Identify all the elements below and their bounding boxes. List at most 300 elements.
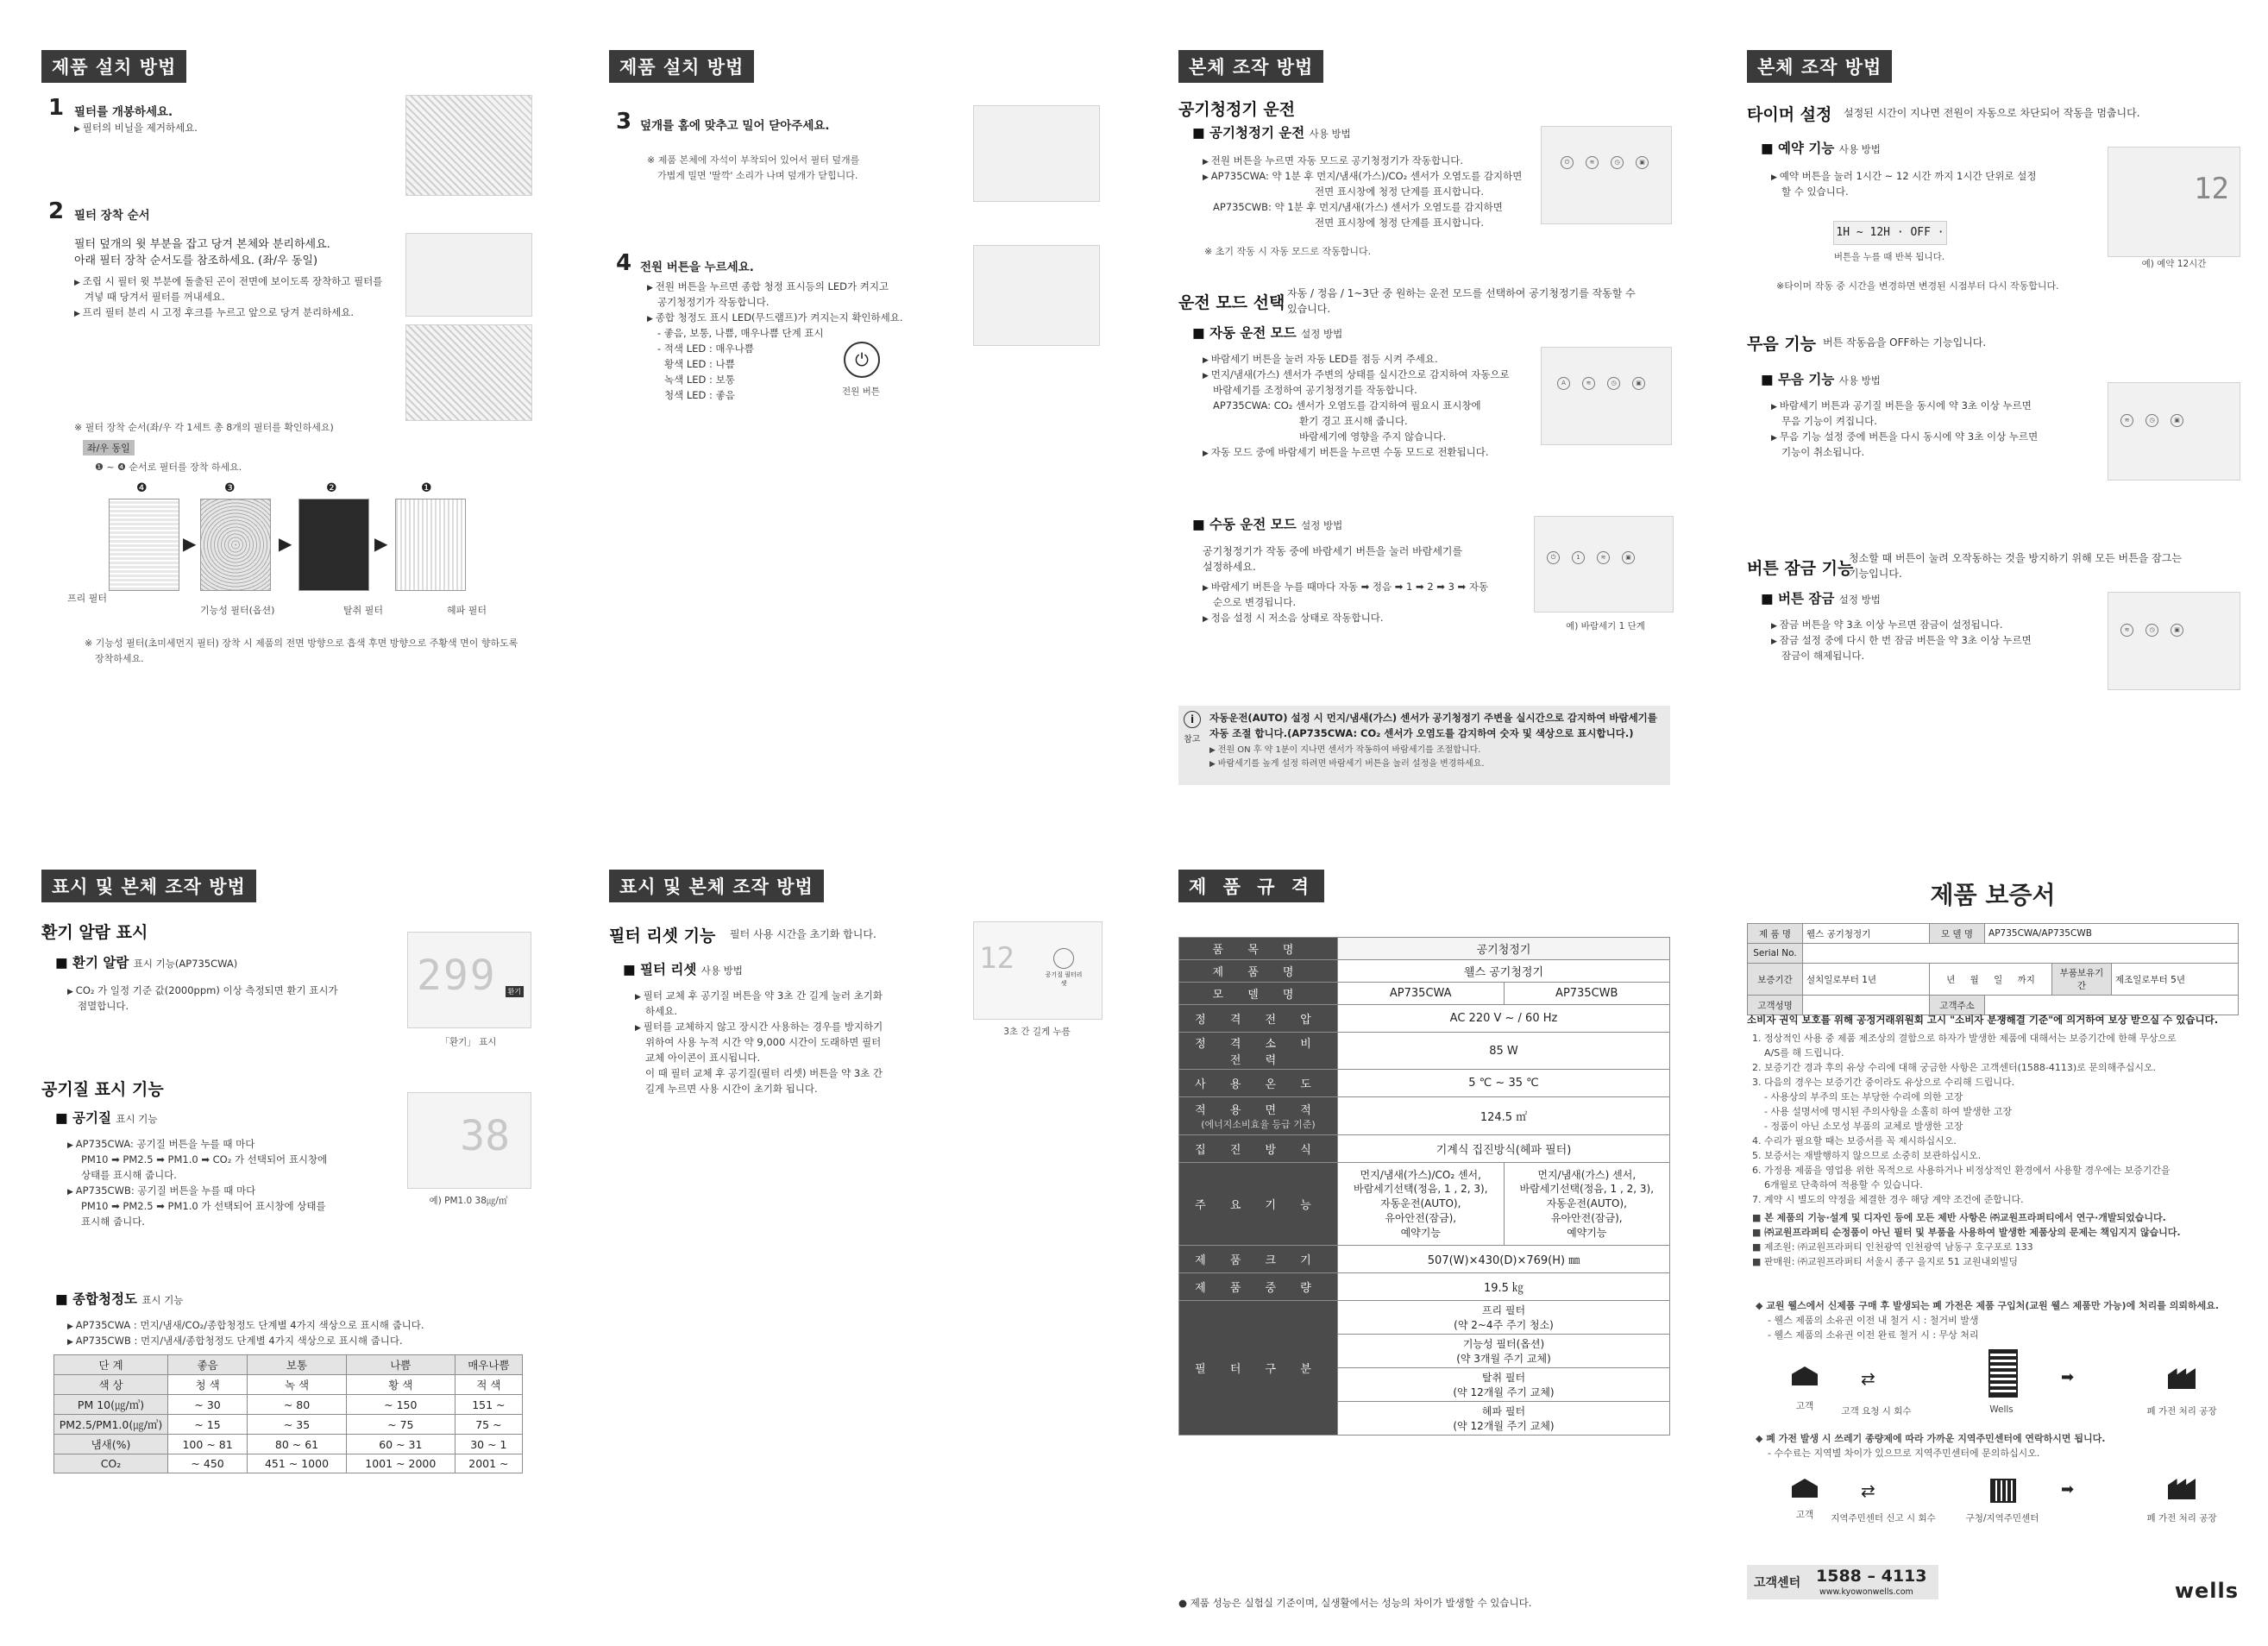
- arrow-icon: ➡: [2061, 1480, 2075, 1498]
- spec-value: AC 220 V ~ / 60 Hz: [1338, 1005, 1670, 1033]
- warranty-item: 7. 계약 시 별도의 약정을 체결한 경우 해당 계약 조건에 준합니다.: [1752, 1194, 2024, 1205]
- flow-label: Wells: [1989, 1404, 2014, 1415]
- mute-panel-figure: [2108, 382, 2240, 481]
- section-desc: 자동 / 정음 / 1~3단 중 원하는 운전 모드를 선택하여 공기청정기를 작동할 수: [1287, 287, 1636, 299]
- reference-line: 자동운전(AUTO) 설정 시 먼지/냄새(가스) 센서가 공기청정기 주변을 실시간으로 감지하여 바람세기를: [1209, 712, 1657, 724]
- bullet: AP735CWA: CO₂ 센서가 오염도를 감지하여 필요시 표시창에: [1213, 399, 1481, 412]
- table-row: [1179, 1135, 1670, 1163]
- step-desc: 아래 필터 장착 순서도를 참조하세요. (좌/우 동일): [74, 254, 318, 267]
- bullet-cont: 바람세기에 영향을 주지 않습니다.: [1299, 430, 1447, 443]
- table-cell: 제 품 명: [1748, 924, 1803, 944]
- section-header: 표시 및 본체 조작 방법: [41, 870, 256, 902]
- sub-title: ■ 공기청정기 운전 사용 방법: [1192, 125, 1351, 141]
- sub-title: ■ 공기질 표시 기능: [55, 1110, 158, 1126]
- reference-line: 자동 조절 합니다.(AP735CWA: CO₂ 센서가 오염도를 감지하여 숫자 및 색상으로 표시합니다.): [1209, 727, 1634, 739]
- section-desc: 설정된 시간이 지나면 전원이 자동으로 차단되어 작동을 멈춥니다.: [1844, 107, 2140, 119]
- disposal-info: ◆ 교원 웰스에서 신제품 구매 후 발생되는 폐 가전은 제품 구입처(교원 웰스 제품만 가능)에 처리를 의뢰하세요.: [1756, 1300, 2220, 1311]
- cover-close-figure: [973, 105, 1100, 202]
- spec-label: 필 터 구 분: [1179, 1301, 1338, 1436]
- table-cell: ~ 450: [168, 1454, 248, 1473]
- section-desc-cont: 있습니다.: [1287, 303, 1331, 315]
- building-icon: [1988, 1349, 2018, 1398]
- bullet-cont: 무음 기능이 켜집니다.: [1781, 415, 1877, 427]
- spec-value: 공기청정기: [1338, 938, 1670, 960]
- arrow-icon: ➡: [2061, 1368, 2075, 1386]
- table-header-cell: 단 계: [54, 1355, 168, 1375]
- bullet-cont: 위하여 사용 누적 시간 약 9,000 시간이 도래하면 필터: [645, 1036, 882, 1048]
- functional-filter-image: [200, 499, 271, 591]
- table-row: [1179, 1246, 1670, 1273]
- bullet: ▶ AP735CWA: 공기질 버튼을 누를 때 마다: [67, 1137, 254, 1153]
- table-cell: CO₂: [54, 1454, 168, 1473]
- table-cell: 청 색: [168, 1375, 248, 1395]
- warranty-info: ■ 본 제품의 기능·설계 및 디자인 등에 모든 제반 사항은 ㈜교원프라퍼티에서 연구·개발되었습니다.: [1752, 1212, 2166, 1223]
- warranty-table: [1747, 923, 2239, 1015]
- functional-filter-note: ※ 기능성 필터(초미세먼지 필터) 장착 시 제품의 전면 방향으로 흡색 후면 방향으로 주황색 면이 향하도록: [85, 638, 518, 649]
- timer-note: ※타이머 작동 중 시간을 변경하면 변경된 시점부터 다시 작동합니다.: [1776, 280, 2059, 292]
- table-header-cell: 보통: [248, 1355, 347, 1375]
- exchange-arrows-icon: ⇄: [1861, 1368, 1875, 1389]
- table-cell: 설치일로부터 1년: [1803, 964, 1930, 996]
- spec-label: 사 용 온 도: [1179, 1070, 1338, 1097]
- sub-title: ■ 자동 운전 모드 설정 방법: [1192, 325, 1343, 341]
- spec-value: 헤파 필터 (약 12개월 주기 교체): [1338, 1402, 1670, 1436]
- spec-value: 기능성 필터(옵션) (약 3개월 주기 교체): [1338, 1335, 1670, 1368]
- flow-label: 구청/지역주민센터: [1965, 1513, 2039, 1523]
- bullet: ▶ AP735CWA: 약 1분 후 먼지/냄새(가스)/CO₂ 센서가 오염도를 감지하면: [1203, 169, 1522, 185]
- spec-value: 먼지/냄새(가스) 센서, 바람세기선택(정음, 1 , 2, 3), 자동운전(AUTO), 유아안전(잠금), 예약기능: [1504, 1163, 1670, 1246]
- table-row: [54, 1395, 523, 1415]
- bullet-cont: 잠금이 해제됩니다.: [1781, 650, 1865, 662]
- bullet-cont: PM10 ➡ PM2.5 ➡ PM1.0 ➡ CO₂ 가 선택되어 표시창에: [81, 1153, 328, 1165]
- table-cell: 30 ~ 1: [455, 1435, 522, 1454]
- table-cell: [1803, 944, 2239, 964]
- panel-display-1: [41, 870, 559, 1646]
- disposal-info: ◆ 폐 가전 발생 시 쓰레기 종량제에 따라 가까운 지역주민센터에 연락하시면 됩니다.: [1756, 1433, 2106, 1444]
- step-title: 전원 버튼을 누르세요.: [640, 261, 754, 274]
- control-buttons: ≋ ◷ ▣: [2120, 409, 2196, 427]
- spec-label: 주 요 기 능: [1179, 1163, 1338, 1246]
- warranty-item: 5. 보증서는 재발행하지 않으므로 소중히 보관하십시오.: [1752, 1150, 1982, 1161]
- control-buttons: ⏻ ≋ ◷ ▣: [1561, 151, 1661, 169]
- disposal-info: - 수수료는 지역별 차이가 있으므로 지역주민센터에 문의하십시오.: [1768, 1448, 2040, 1459]
- table-cell: ~ 35: [248, 1415, 347, 1435]
- step-desc: 필터 덮개의 윗 부분을 잡고 당겨 본체와 분리하세요.: [74, 238, 330, 251]
- table-cell: 황 색: [346, 1375, 455, 1395]
- table-header-row: [54, 1355, 523, 1375]
- control-buttons: ≋ ◷ ▣: [2120, 619, 2196, 637]
- table-cell: 고객주소: [1930, 996, 1985, 1015]
- led-list-item: - 적색 LED : 매우나쁨: [657, 342, 754, 355]
- panel-warranty: [1747, 870, 2265, 1646]
- led-list-item: - 좋음, 보통, 나쁨, 매우나쁨 단계 표시: [657, 327, 824, 339]
- power-caption: 전원 버튼: [842, 386, 880, 397]
- office-icon: [1990, 1479, 2016, 1503]
- label-pre-filter: 프리 필터: [67, 593, 108, 604]
- order-num-3: ❸: [224, 481, 236, 495]
- warranty-item: 6개월로 단축하여 적용할 수 있습니다.: [1764, 1179, 1923, 1191]
- bullet: ▶ 전원 버튼을 누르면 자동 모드로 공기청정기가 작동합니다.: [1203, 154, 1463, 169]
- bullet-cont: 할 수 있습니다.: [1781, 185, 1849, 198]
- table-cell: 웰스 공기청정기: [1803, 924, 1930, 944]
- label-functional-filter: 기능성 필터(옵션): [200, 605, 275, 616]
- bullet-cont: 표시해 줍니다.: [81, 1216, 145, 1228]
- vent-badge: 환기: [506, 986, 524, 997]
- bullet: ▶ 바람세기 버튼을 누를 때마다 자동 ➡ 정음 ➡ 1 ➡ 2 ➡ 3 ➡ 자동: [1203, 580, 1488, 595]
- customer-center-box: [1747, 1565, 1938, 1599]
- section-header: 제품 설치 방법: [41, 50, 186, 83]
- section-title: 무음 기능: [1747, 335, 1817, 354]
- order-num-1: ❶: [421, 481, 432, 495]
- section-title: 공기청정기 운전: [1178, 100, 1296, 119]
- bullet-cont: 점멸합니다.: [78, 1000, 129, 1012]
- table-cell: 1001 ~ 2000: [346, 1454, 455, 1473]
- table-row: [1748, 924, 2239, 944]
- table-header-cell: 좋음: [168, 1355, 248, 1375]
- spec-value: 85 W: [1338, 1033, 1670, 1070]
- reference-box: [1178, 706, 1670, 785]
- table-cell: 151 ~: [455, 1395, 522, 1415]
- bullet: ▶ 바람세기 버튼을 눌러 자동 LED를 점등 시켜 주세요.: [1203, 352, 1438, 368]
- hepa-filter-image: [395, 499, 466, 591]
- table-cell: ~ 80: [248, 1395, 347, 1415]
- cs-number: 1588 – 4113: [1816, 1567, 1927, 1586]
- section-header: 본체 조작 방법: [1747, 50, 1892, 83]
- arrow-icon: ▶: [374, 533, 388, 554]
- bullet-cont: 하세요.: [645, 1005, 677, 1017]
- reference-line: ▶ 전원 ON 후 약 1분이 지나면 센서가 작동하여 바람세기를 조절합니다.: [1209, 744, 1480, 757]
- section-desc: 버튼 작동음을 OFF하는 기능입니다.: [1823, 336, 1987, 349]
- flow-label: 고객: [1795, 1510, 1814, 1520]
- warranty-item: - 사용상의 부주의 또는 부당한 수리에 의한 고장: [1764, 1091, 1963, 1103]
- warranty-item: 6. 가정용 제품을 영업용 위한 목적으로 사용하거나 비정상적인 환경에서 사용할 경우에는 보증기간을: [1752, 1165, 2171, 1176]
- section-title: 버튼 잠금 기능: [1747, 559, 1854, 578]
- disposal-info: - 웰스 제품의 소유권 이전 완료 철거 시 : 무상 처리: [1768, 1329, 1979, 1341]
- section-desc: 필터 사용 시간을 초기화 합니다.: [730, 928, 876, 940]
- figure-caption: 3초 간 길게 누름: [1003, 1027, 1071, 1037]
- warranty-info: ■ 판매원: ㈜교원프라퍼티 서울시 종구 을지로 51 교원내외빌딩: [1752, 1256, 2018, 1267]
- panel-install-2: [609, 50, 1127, 826]
- spec-label: 집 진 방 식: [1179, 1135, 1338, 1163]
- bullet: ▶ 먼지/냄새(가스) 센서가 주변의 상태를 실시간으로 감지하여 자동으로: [1203, 368, 1510, 383]
- section-header: 표시 및 본체 조작 방법: [609, 870, 824, 902]
- reference-line: ▶ 바람세기를 높게 설정 하려면 바람세기 버튼을 눌러 설정을 변경하세요.: [1209, 757, 1485, 771]
- house-icon: [1792, 1479, 1818, 1498]
- section-desc-cont: 기능입니다.: [1849, 568, 1902, 580]
- bullet: ▶ 잠금 설정 중에 다시 한 번 잠금 버튼을 약 3초 이상 누르면: [1771, 633, 2032, 649]
- table-cell: 년 월 일 까지: [1930, 964, 2052, 996]
- desc: 공기청정기가 작동 중에 바람세기 버튼을 눌러 바람세기를: [1203, 545, 1463, 557]
- table-cell: ~ 30: [168, 1395, 248, 1415]
- flow-label: 폐 가전 처리 공장: [2146, 1406, 2217, 1417]
- spec-value: AP735CWB: [1504, 983, 1670, 1005]
- warranty-item: 2. 보증기간 경과 후의 유상 수리에 대해 궁금한 사항은 고객센터(1588-4113)로 문의해주십시오.: [1752, 1062, 2157, 1073]
- step-bullet: ▶ 프리 필터 분리 시 고정 후크를 누르고 앞으로 당겨 분리하세요.: [74, 305, 354, 321]
- sub-title: ■ 종합청정도 표시 기능: [55, 1291, 184, 1307]
- table-cell: 75 ~: [455, 1415, 522, 1435]
- table-cell: 고객성명: [1748, 996, 1803, 1015]
- step-note-cont: 가볍게 밀면 '딸깍' 소리가 나며 덮개가 닫힙니다.: [657, 170, 858, 181]
- cs-url: www.kyowonwells.com: [1819, 1587, 1913, 1597]
- table-cell: 색 상: [54, 1375, 168, 1395]
- bullet: ▶ 필터를 교체하지 않고 장시간 사용하는 경우를 방지하기: [635, 1020, 883, 1035]
- power-press-figure: [973, 245, 1100, 346]
- bullet: ▶ AP735CWB : 먼지/냄새/종합청정도 단계별 4가지 색상으로 표시해 줍니다.: [67, 1334, 403, 1349]
- sub-title: ■ 무음 기능 사용 방법: [1761, 372, 1881, 387]
- desc-cont: 설정하세요.: [1203, 561, 1256, 573]
- bullet: ▶ 정음 설정 시 저소음 상태로 작동합니다.: [1203, 611, 1383, 626]
- table-cell: PM2.5/PM1.0(㎍/㎥): [54, 1415, 168, 1435]
- led-list-item: 황색 LED : 나쁨: [664, 358, 735, 370]
- step-number: 4: [616, 250, 632, 276]
- control-buttons: A ≋ ◷ ▣: [1557, 372, 1657, 390]
- spec-label: 제 품 크 기: [1179, 1246, 1338, 1273]
- label-deodorizing-filter: 탈취 필터: [343, 605, 384, 616]
- bullet: ▶ 필터 교체 후 공기질 버튼을 약 3초 간 길게 눌러 초기화: [635, 989, 883, 1004]
- pm-lcd-value: 38: [460, 1112, 510, 1160]
- table-cell: AP735CWA/AP735CWB: [1985, 924, 2239, 944]
- panel-install-1: [41, 50, 559, 826]
- step-number: 3: [616, 109, 632, 135]
- air-quality-table: [53, 1354, 523, 1473]
- wells-logo: wells: [2174, 1579, 2239, 1603]
- warranty-item: - 정품이 아닌 소모성 부품의 교체로 발생한 고장: [1764, 1121, 1963, 1132]
- step-title: 필터를 개봉하세요.: [74, 105, 173, 119]
- pm-lcd-figure: [407, 1092, 531, 1189]
- step-bullet: ▶ 필터의 비닐을 제거하세요.: [74, 121, 198, 136]
- reset-lcd-value: 12: [979, 941, 1015, 976]
- flow-label: 폐 가전 처리 공장: [2146, 1513, 2217, 1523]
- table-row: [54, 1454, 523, 1473]
- step-number: 2: [48, 198, 65, 224]
- warranty-lead: 소비자 권익 보호를 위해 공정거래위원회 고시 "소비자 분쟁해결 기준"에 의거하여 보상 받으실 수 있습니다.: [1747, 1014, 2219, 1026]
- warranty-title: 제품 보증서: [1930, 881, 2056, 909]
- section-header: 제품 설치 방법: [609, 50, 754, 83]
- filter-order-text: ❶ ~ ❹ 순서로 필터를 장착 하세요.: [95, 462, 242, 473]
- bullet: ▶ 잠금 버튼을 약 3초 이상 누르면 잠금이 설정됩니다.: [1771, 618, 2003, 633]
- auto-mode-figure: [1541, 347, 1672, 445]
- timer-sequence: 1H ~ 12H · OFF ·: [1833, 221, 1947, 245]
- power-icon: ⏻: [844, 342, 880, 378]
- flow-label: 고객 요청 시 회수: [1841, 1406, 1912, 1417]
- spec-label: 제 품 중 량: [1179, 1273, 1338, 1301]
- vent-lcd-figure: [407, 932, 531, 1028]
- spec-value: 507(W)×430(D)×769(H) ㎜: [1338, 1246, 1670, 1273]
- table-cell: Serial No.: [1748, 944, 1803, 964]
- table-row: [1179, 1163, 1670, 1246]
- step-bullet-cont: 공기청정기가 작동합니다.: [657, 296, 770, 308]
- cs-label: 고객센터: [1754, 1576, 1801, 1590]
- warranty-item: 4. 수리가 필요할 때는 보증서를 꼭 제시하십시오.: [1752, 1135, 1957, 1147]
- table-cell: 451 ~ 1000: [248, 1454, 347, 1473]
- warranty-item: A/S를 해 드립니다.: [1764, 1047, 1844, 1059]
- factory-icon: [2168, 1368, 2196, 1389]
- spec-value: 기계식 집진방식(헤파 필터): [1338, 1135, 1670, 1163]
- control-buttons: ⏻ 1 ≋ ▣: [1547, 546, 1647, 564]
- filter-unwrap-figure: [405, 95, 532, 196]
- table-cell: 80 ~ 61: [248, 1435, 347, 1454]
- table-row: [54, 1435, 523, 1454]
- flow-label: 고객: [1795, 1401, 1814, 1411]
- panel-spec: [1178, 870, 1696, 1646]
- spec-value: 프리 필터 (약 2~4주 주기 청소): [1338, 1301, 1670, 1335]
- bullet-cont: 이 때 필터 교체 후 공기질(필터 리셋) 버튼을 약 3초 간: [645, 1067, 883, 1079]
- arrow-icon: ▶: [183, 533, 197, 554]
- filter-cover-figure: [405, 233, 532, 317]
- pre-filter-image: [109, 499, 179, 591]
- pm-caption: 예) PM1.0 38㎍/㎥: [429, 1196, 508, 1206]
- section-desc: 청소할 때 버튼이 눌려 오작동하는 것을 방지하기 위해 모든 버튼을 잠그는: [1849, 552, 2182, 564]
- spec-label: 제 품 명: [1179, 960, 1338, 983]
- sub-title: ■ 필터 리셋 사용 방법: [623, 962, 743, 977]
- bullet: ▶ CO₂ 가 일정 기준 값(2000ppm) 이상 측정되면 환기 표시가: [67, 983, 338, 999]
- house-icon: [1792, 1366, 1818, 1385]
- section-header: 제 품 규 격: [1178, 870, 1324, 902]
- panel-operation-1: [1178, 50, 1696, 826]
- bullet: ▶ 바람세기 버튼과 공기질 버튼을 동시에 약 3초 이상 누르면: [1771, 399, 2032, 414]
- label-hepa-filter: 헤파 필터: [447, 605, 487, 616]
- bullet-cont: 전면 표시창에 청정 단계를 표시합니다.: [1315, 217, 1485, 229]
- exchange-arrows-icon: ⇄: [1861, 1480, 1875, 1501]
- disposal-info: - 웰스 제품의 소유권 이전 내 철거 시 : 철거비 발생: [1768, 1315, 1979, 1326]
- table-cell: 제조일로부터 5년: [2111, 964, 2238, 996]
- table-row: [54, 1375, 523, 1395]
- reset-button-label: 공기질 필터리셋: [1045, 971, 1083, 987]
- spec-value: 웰스 공기청정기: [1338, 960, 1670, 983]
- section-header: 본체 조작 방법: [1178, 50, 1323, 83]
- note: ※ 초기 작동 시 자동 모드로 작동합니다.: [1204, 246, 1372, 257]
- table-row: [1179, 1301, 1670, 1335]
- timer-lcd-value: 12: [2194, 172, 2229, 206]
- table-header-cell: 매우나쁨: [455, 1355, 522, 1375]
- step-bullet-cont: 겨넣 때 당겨서 필터를 꺼내세요.: [85, 291, 225, 303]
- arrow-icon: ▶: [279, 533, 292, 554]
- bullet-cont: 바람세기를 조정하여 공기청정기를 작동합니다.: [1213, 384, 1417, 396]
- bullet-cont: 교체 아이콘이 표시됩니다.: [645, 1052, 761, 1064]
- table-row: [1179, 983, 1670, 1005]
- spec-value: 탈취 필터 (약 12개월 주기 교체): [1338, 1368, 1670, 1402]
- factory-icon: [2168, 1479, 2196, 1499]
- reference-label: 참고: [1184, 735, 1201, 744]
- spec-value: 124.5 ㎡: [1338, 1097, 1670, 1135]
- figure-caption: 예) 바람세기 1 단계: [1566, 621, 1645, 631]
- section-title: 타이머 설정: [1747, 105, 1832, 124]
- panel-touch-figure: [1541, 126, 1672, 224]
- table-cell: 2001 ~: [455, 1454, 522, 1473]
- step-title: 필터 장착 순서: [74, 209, 150, 223]
- table-row: [1179, 1070, 1670, 1097]
- bullet-cont: 길게 누르면 사용 시간이 초기화 됩니다.: [645, 1083, 818, 1095]
- flow-label: 지역주민센터 신고 시 회수: [1831, 1513, 1936, 1523]
- bullet: ▶ AP735CWA : 먼지/냄새/CO₂/종합청정도 단계별 4가지 색상으로 표시해 줍니다.: [67, 1318, 424, 1334]
- step-bullet: ▶ 전원 버튼을 누르면 종합 청정 표시등의 LED가 켜지고: [647, 280, 889, 295]
- bullet-cont: 기능이 취소됩니다.: [1781, 446, 1865, 458]
- spec-label: 적 용 면 적 (에너지소비효율 등급 기준): [1179, 1097, 1338, 1135]
- table-cell: PM 10(㎍/㎥): [54, 1395, 168, 1415]
- spec-label: 정 격 전 압: [1179, 1005, 1338, 1033]
- spec-value: AP735CWA: [1338, 983, 1505, 1005]
- bullet: AP735CWB: 약 1분 후 먼지/냄새(가스) 센서가 오염도를 감지하면: [1213, 201, 1503, 213]
- spec-label: 품 목 명: [1179, 938, 1338, 960]
- warranty-item: 3. 다음의 경우는 보증기간 중이라도 유상으로 수리해 드립니다.: [1752, 1077, 2015, 1088]
- sub-title: ■ 환기 알람 표시 기능(AP735CWA): [55, 955, 238, 971]
- filter-order-note: ※ 필터 장착 순서(좌/우 각 1세트 총 8개의 필터를 확인하세요): [74, 422, 334, 433]
- manual-mode-figure: [1534, 516, 1674, 613]
- spec-value: 19.5 ㎏: [1338, 1273, 1670, 1301]
- timer-figure-caption: 예) 예약 12시간: [2141, 259, 2207, 269]
- table-cell: ~ 15: [168, 1415, 248, 1435]
- spec-label: 정 격 소 비 전 력: [1179, 1033, 1338, 1070]
- bullet-cont: 전면 표시창에 청정 단계를 표시합니다.: [1315, 185, 1485, 198]
- warranty-item: 1. 정상적인 사용 중 제품 제조상의 결함으로 하자가 발생한 제품에 대해서는 보증기간에 한해 무상으로: [1752, 1033, 2177, 1044]
- filter-insert-figure: [405, 324, 532, 421]
- step-note: ※ 제품 본체에 자석이 부착되어 있어서 필터 덮개를: [647, 154, 860, 166]
- table-row: [1179, 960, 1670, 983]
- spec-note: ● 제품 성능은 실험실 기준이며, 실생활에서는 성능의 차이가 발생할 수 있습니다.: [1178, 1597, 1532, 1609]
- warranty-info: ■ ㈜교원프라퍼티 순정품이 아닌 필터 및 부품을 사용하여 발생한 제품상의 문제는 책임지지 않습니다.: [1752, 1227, 2181, 1238]
- section-title: 공기질 표시 기능: [41, 1080, 164, 1099]
- order-num-2: ❷: [326, 481, 337, 495]
- warranty-info: ■ 제조원: ㈜교원프라퍼티 인천광역 인천광역 남동구 호구포로 133: [1752, 1241, 2033, 1253]
- step-bullet: ▶ 조립 시 필터 윗 부분에 돌출된 곤이 전면에 보이도록 장착하고 필터를: [74, 274, 382, 290]
- table-cell: 적 색: [455, 1375, 522, 1395]
- bullet-cont: 순으로 변경됩니다.: [1213, 596, 1297, 608]
- table-row: [1748, 944, 2239, 964]
- timer-panel-figure: [2108, 147, 2240, 257]
- table-row: [1179, 1033, 1670, 1070]
- bullet-cont: 상태를 표시해 줍니다.: [81, 1169, 177, 1181]
- reset-button-icon: [1053, 948, 1074, 969]
- table-cell: 부품보유기간: [2051, 964, 2111, 996]
- spec-table: [1178, 937, 1670, 1436]
- info-icon: i: [1184, 711, 1201, 728]
- led-list-item: 녹색 LED : 보통: [664, 374, 735, 386]
- bullet: ▶ 자동 모드 중에 바람세기 버튼을 누르면 수동 모드로 전환됩니다.: [1203, 445, 1489, 461]
- bullet: ▶ 무음 기능 설정 중에 버튼을 다시 동시에 약 3초 이상 누르면: [1771, 430, 2038, 445]
- order-num-4: ❹: [136, 481, 148, 495]
- vent-caption: 「환기」 표시: [440, 1037, 497, 1047]
- table-row: [1179, 1097, 1670, 1135]
- table-cell: 보증기간: [1748, 964, 1803, 996]
- table-row: [1179, 1273, 1670, 1301]
- sub-title: ■ 예약 기능 사용 방법: [1761, 141, 1881, 156]
- bullet: ▶ AP735CWB: 공기질 버튼을 누를 때 마다: [67, 1184, 255, 1199]
- bullet: ▶ 예약 버튼을 눌러 1시간 ~ 12 시간 까지 1시간 단위로 설정: [1771, 169, 2036, 185]
- spec-label: 모 델 명: [1179, 983, 1338, 1005]
- sequence-caption: 버튼을 누를 때 반복 됩니다.: [1833, 252, 1945, 262]
- led-list-item: 청색 LED : 좋음: [664, 389, 735, 401]
- sub-title: ■ 수동 운전 모드 설정 방법: [1192, 517, 1343, 532]
- table-row: [54, 1415, 523, 1435]
- bullet-cont: 환기 경고 표시해 줍니다.: [1299, 415, 1408, 427]
- sub-title: ■ 버튼 잠금 설정 방법: [1761, 591, 1881, 606]
- bullet-cont: PM10 ➡ PM2.5 ➡ PM1.0 가 선택되어 표시창에 상태를: [81, 1200, 326, 1212]
- warranty-item: - 사용 설명서에 명시된 주의사항을 소홀히 하여 발생한 고장: [1764, 1106, 2012, 1117]
- lock-panel-figure: [2108, 592, 2240, 690]
- section-title: 환기 알람 표시: [41, 923, 148, 942]
- step-bullet: ▶ 종합 청정도 표시 LED(무드램프)가 켜지는지 확인하세요.: [647, 311, 903, 326]
- table-row: [1748, 964, 2239, 996]
- table-cell: 모 델 명: [1930, 924, 1985, 944]
- table-cell: 냄새(%): [54, 1435, 168, 1454]
- table-cell: 60 ~ 31: [346, 1435, 455, 1454]
- deodorizing-filter-image: [298, 499, 369, 591]
- table-header-cell: 나쁨: [346, 1355, 455, 1375]
- table-cell: 100 ~ 81: [168, 1435, 248, 1454]
- panel-display-2: [609, 870, 1127, 1646]
- section-title: 필터 리셋 기능: [609, 927, 716, 946]
- table-cell: 녹 색: [248, 1375, 347, 1395]
